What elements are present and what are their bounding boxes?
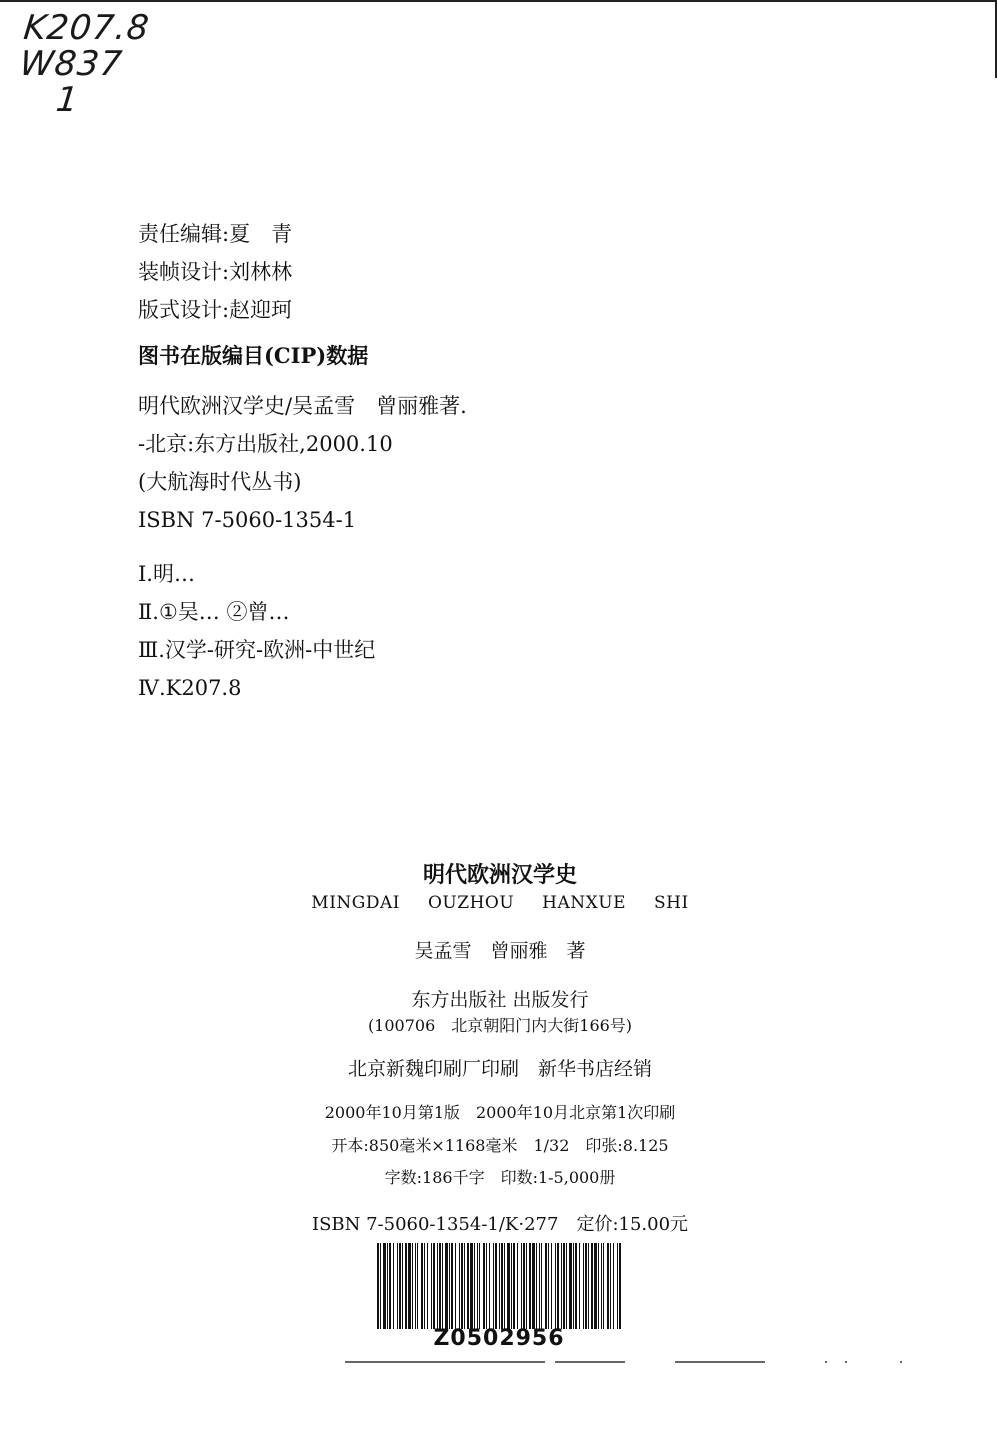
barcode-bar (455, 1243, 456, 1329)
scan-noise-segment (845, 1361, 847, 1363)
classification-item: Ⅲ.汉学-研究-欧洲-中世纪 (138, 638, 376, 662)
barcode-bar (459, 1243, 460, 1329)
barcode-bar (424, 1243, 425, 1329)
barcode-bar (536, 1243, 537, 1329)
barcode-bar (513, 1243, 515, 1329)
classification-item: Ⅳ.K207.8 (138, 676, 242, 700)
handwritten-call-number (14, 10, 151, 118)
barcode-bar (405, 1243, 407, 1329)
barcode-bar (613, 1243, 614, 1329)
cip-line: (大航海时代丛书) (138, 470, 302, 494)
barcode-bar (389, 1243, 391, 1329)
barcode-bar (511, 1243, 512, 1329)
barcode-bar (421, 1243, 423, 1329)
call-number-line-2: W837 (17, 44, 125, 84)
barcode-bar (380, 1243, 381, 1329)
cip-heading: 图书在版编目(CIP)数据 (138, 343, 369, 368)
barcode-bar (461, 1243, 463, 1329)
responsible-editor: 责任编辑:夏 青 (138, 222, 293, 246)
barcode-bar (437, 1243, 438, 1329)
barcode-bar (569, 1243, 572, 1329)
cip-classifications (138, 555, 375, 707)
barcode-bar (507, 1243, 510, 1329)
barcode-bar (408, 1243, 411, 1329)
call-number-line-1: K207.8 (21, 8, 152, 48)
barcode-bar (412, 1243, 413, 1329)
word-count-info: 字数:186千字 印数:1-5,000册 (384, 1168, 616, 1187)
barcode-bar (479, 1243, 480, 1329)
authors: 吴孟雪 曾丽雅 著 (414, 940, 586, 962)
scan-noise-segment (900, 1361, 902, 1363)
barcode-bar (573, 1243, 574, 1329)
scan-noise-segment (675, 1361, 765, 1363)
scan-noise-segment (345, 1361, 545, 1363)
publisher: 东方出版社 出版发行 (411, 989, 589, 1011)
barcode-bar (579, 1243, 580, 1329)
barcode (375, 1243, 623, 1329)
barcode-bar (619, 1243, 621, 1329)
edition-info: 2000年10月第1版 2000年10月北京第1次印刷 (324, 1103, 676, 1122)
barcode-number: Z0502956 (433, 1326, 565, 1351)
barcode-bar (489, 1243, 490, 1329)
barcode-bar (545, 1243, 547, 1329)
barcode-bar (607, 1243, 609, 1329)
barcode-bar (383, 1243, 386, 1329)
barcode-bar (377, 1243, 379, 1329)
barcode-bar (477, 1243, 478, 1329)
barcode-bar (598, 1243, 599, 1329)
barcode-bar (399, 1243, 401, 1329)
barcode-bar (495, 1243, 497, 1329)
printer-distributor: 北京新魏印刷厂印刷 新华书店经销 (347, 1058, 652, 1080)
publisher-address: (100706 北京朝阳门内大街166号) (367, 1016, 633, 1035)
barcode-bar (541, 1243, 542, 1329)
barcode-bar (594, 1243, 597, 1329)
cip-line: 明代欧洲汉学史/吴孟雪 曾丽雅著. (138, 394, 467, 418)
barcode-bar (583, 1243, 584, 1329)
pinyin-word: SHI (654, 893, 689, 913)
barcode-bar (563, 1243, 565, 1329)
barcode-bar (442, 1243, 443, 1329)
call-number-line-3: 1 (54, 80, 81, 120)
classification-item: Ⅰ.明… (138, 562, 195, 586)
barcode-bar (588, 1243, 589, 1329)
barcode-bar (493, 1243, 494, 1329)
classification-item: Ⅱ.①吴… ②曾… (138, 600, 290, 624)
barcode-bar (449, 1243, 450, 1329)
cip-record (138, 387, 467, 539)
barcode-bar (575, 1243, 577, 1329)
scan-noise-line (345, 1360, 905, 1364)
book-title-pinyin (200, 893, 800, 913)
barcode-bar (427, 1243, 428, 1329)
barcode-bar (610, 1243, 611, 1329)
barcode-bar (417, 1243, 418, 1329)
barcode-bar (499, 1243, 500, 1329)
barcode-bar (617, 1243, 618, 1329)
barcode-bar (557, 1243, 559, 1329)
pinyin-word: HANXUE (542, 893, 626, 913)
barcode-bar (591, 1243, 593, 1329)
barcode-bar (566, 1243, 567, 1329)
barcode-bar (526, 1243, 527, 1329)
top-border-line (0, 0, 997, 2)
barcode-bar (415, 1243, 416, 1329)
barcode-bar (483, 1243, 485, 1329)
barcode-bar (387, 1243, 388, 1329)
barcode-bar (532, 1243, 535, 1329)
barcode-bar (551, 1243, 552, 1329)
barcode-bar (539, 1243, 540, 1329)
barcode-bar (521, 1243, 522, 1329)
barcode-bar (585, 1243, 587, 1329)
barcode-bar (397, 1243, 398, 1329)
barcode-bar (451, 1243, 453, 1329)
scan-noise-segment (555, 1361, 625, 1363)
barcode-bar (517, 1243, 518, 1329)
cip-isbn: ISBN 7-5060-1354-1 (138, 508, 357, 532)
barcode-bar (501, 1243, 503, 1329)
barcode-bar (467, 1243, 469, 1329)
barcode-bar (431, 1243, 432, 1329)
barcode-bar (548, 1243, 549, 1329)
barcode-bar (603, 1243, 604, 1329)
editor-credits (138, 215, 292, 329)
barcode-bar (439, 1243, 441, 1329)
binding-designer: 装帧设计:刘林林 (138, 260, 293, 284)
format-info: 开本:850毫米×1168毫米 1/32 印张:8.125 (331, 1136, 669, 1155)
barcode-bar (470, 1243, 473, 1329)
scan-noise-segment (825, 1361, 827, 1363)
barcode-bar (555, 1243, 556, 1329)
barcode-bar (433, 1243, 435, 1329)
cip-line: -北京:东方出版社,2000.10 (138, 432, 393, 456)
layout-designer: 版式设计:赵迎珂 (138, 298, 293, 322)
barcode-bar (529, 1243, 531, 1329)
barcode-bar (504, 1243, 505, 1329)
isbn-price: ISBN 7-5060-1354-1/K·277 定价:15.00元 (311, 1214, 689, 1235)
pinyin-word: OUZHOU (428, 893, 515, 913)
pinyin-word: MINGDAI (311, 893, 400, 913)
barcode-bar (464, 1243, 465, 1329)
barcode-bar (402, 1243, 403, 1329)
barcode-bar (561, 1243, 562, 1329)
barcode-bar (393, 1243, 394, 1329)
barcode-bar (445, 1243, 448, 1329)
book-title: 明代欧洲汉学史 (422, 862, 577, 888)
barcode-bar (474, 1243, 475, 1329)
barcode-bar (601, 1243, 602, 1329)
barcode-bar (523, 1243, 525, 1329)
barcode-bar (486, 1243, 487, 1329)
